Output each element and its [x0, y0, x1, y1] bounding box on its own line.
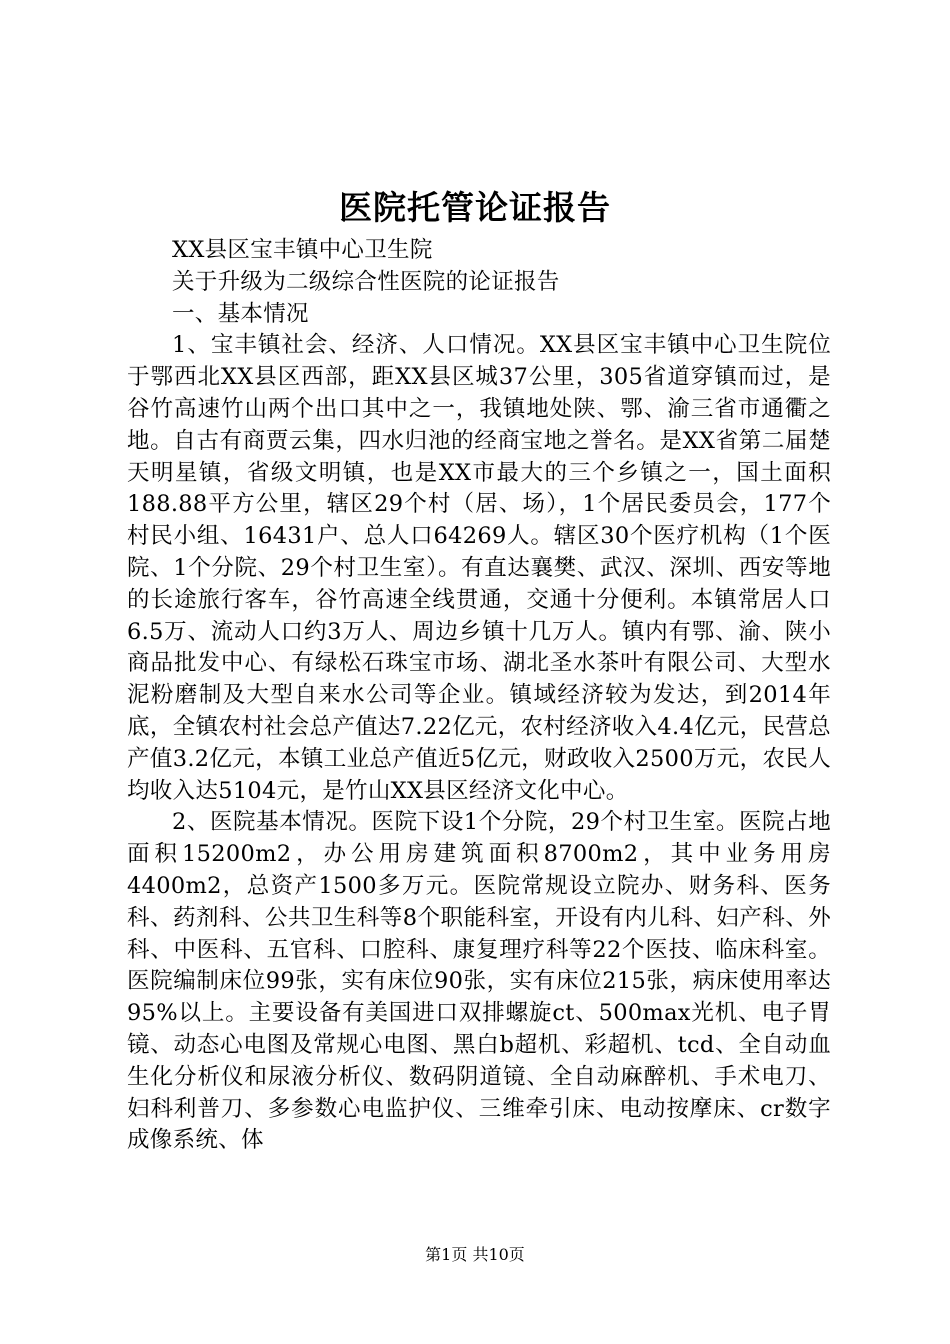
paragraph-hospital-name: XX县区宝丰镇中心卫生院	[172, 237, 433, 263]
paragraph-report-subject: 关于升级为二级综合性医院的论证报告	[172, 268, 560, 295]
paragraph-hospital-overview: 2、医院基本情况。医院下设1个分院，29个村卫生室。医院占地面积15200m2，办公用房建筑面积8700m2，其中业务用房4400m2，总资产1500多万元。医院常规设立院办、财务科、医务科、药剂科、公共卫生科等8个职能科室，开设有内儿科、妇产科、外科、中医科、五官科、口腔科、康复理疗科等22个医技、临床科室。医院编制床位99张，实有床位90张，实有床位215张，病床使用率达95%以上。主要设备有美国进口双排螺旋ct、500max光机、电子胃镜、动态心电图及常规心电图、黑白b超机、彩超机、tcd、全自动血生化分析仪和尿液分析仪、数码阴道镜、全自动麻醉机、手术电刀、妇科利普刀、多参数心电监护仪、三维牵引床、电动按摩床、cr数字成像系统、体	[127, 809, 831, 1154]
document-body	[127, 235, 831, 1157]
page-number-footer: 第1页 共10页	[425, 1245, 525, 1264]
section-heading-basic-info: 一、基本情况	[172, 300, 309, 327]
paragraph-town-overview: 1、宝丰镇社会、经济、人口情况。XX县区宝丰镇中心卫生院位于鄂西北XX县区西部，距XX县区城37公里，305省道穿镇而过，是谷竹高速竹山两个出口其中之一，我镇地处陕、鄂、渝三省市通衢之地。自古有商贾云集，四水归池的经商宝地之誉名。是XX省第二届楚天明星镇，省级文明镇，也是XX市最大的三个乡镇之一，国土面积188.88平方公里，辖区29个村（居、场），1个居民委员会，177个村民小组、16431户、总人口64269人。辖区30个医疗机构（1个医院、1个分院、29个村卫生室）。有直达襄樊、武汉、深圳、西安等地的长途旅行客车，谷竹高速全线贯通，交通十分便利。本镇常居人口6.5万、流动人口约3万人、周边乡镇十几万人。镇内有鄂、渝、陕小商品批发中心、有绿松石珠宝市场、湖北圣水茶叶有限公司、大型水泥粉磨制及大型自来水公司等企业。镇域经济较为发达，到2014年底，全镇农村社会总产值达7.22亿元，农村经济收入4.4亿元，民营总产值3.2亿元，本镇工业总产值近5亿元，财政收入2500万元，农民人均收入达5104元，是竹山XX县区经济文化中心。	[127, 332, 831, 804]
document-title: 医院托管论证报告	[339, 188, 611, 227]
